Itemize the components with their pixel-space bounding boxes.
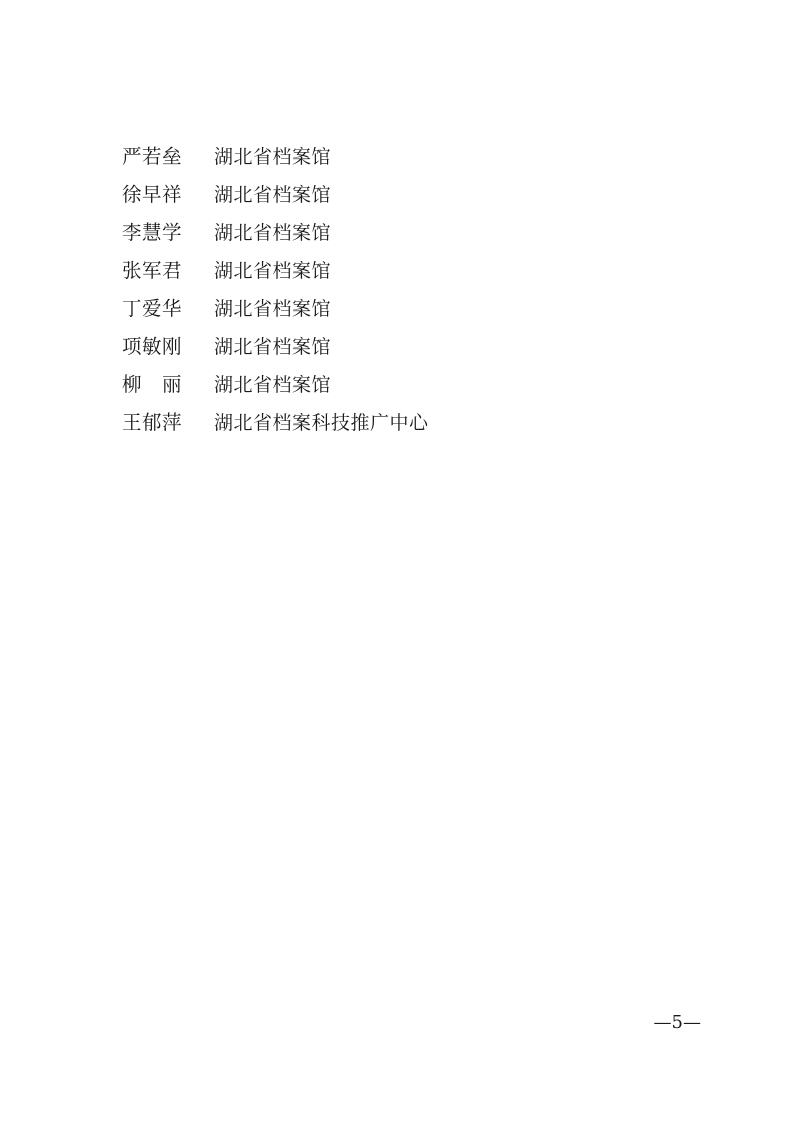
list-item — [122, 214, 682, 252]
person-organization: 湖北省档案馆 — [214, 260, 332, 282]
person-name: 张军君 — [122, 259, 183, 282]
list-item — [122, 328, 682, 366]
list-item — [122, 252, 682, 290]
list-item — [122, 290, 682, 328]
person-organization: 湖北省档案馆 — [214, 374, 332, 396]
person-name: 项敏刚 — [122, 335, 183, 358]
list-item — [122, 138, 682, 176]
person-organization: 湖北省档案科技推广中心 — [214, 412, 429, 434]
person-name: 王郁萍 — [122, 411, 183, 434]
person-name: 柳 丽 — [122, 373, 183, 396]
name-list — [122, 138, 682, 442]
person-organization: 湖北省档案馆 — [214, 298, 332, 320]
person-organization: 湖北省档案馆 — [214, 184, 332, 206]
page-number: —5— — [653, 1012, 701, 1033]
person-organization: 湖北省档案馆 — [214, 222, 332, 244]
list-item — [122, 404, 682, 442]
person-name: 严若垒 — [122, 145, 183, 168]
person-name: 丁爱华 — [122, 297, 183, 320]
person-organization: 湖北省档案馆 — [214, 336, 332, 358]
list-item — [122, 366, 682, 404]
person-name: 徐早祥 — [122, 183, 183, 206]
list-item — [122, 176, 682, 214]
person-organization: 湖北省档案馆 — [214, 146, 332, 168]
person-name: 李慧学 — [122, 221, 183, 244]
